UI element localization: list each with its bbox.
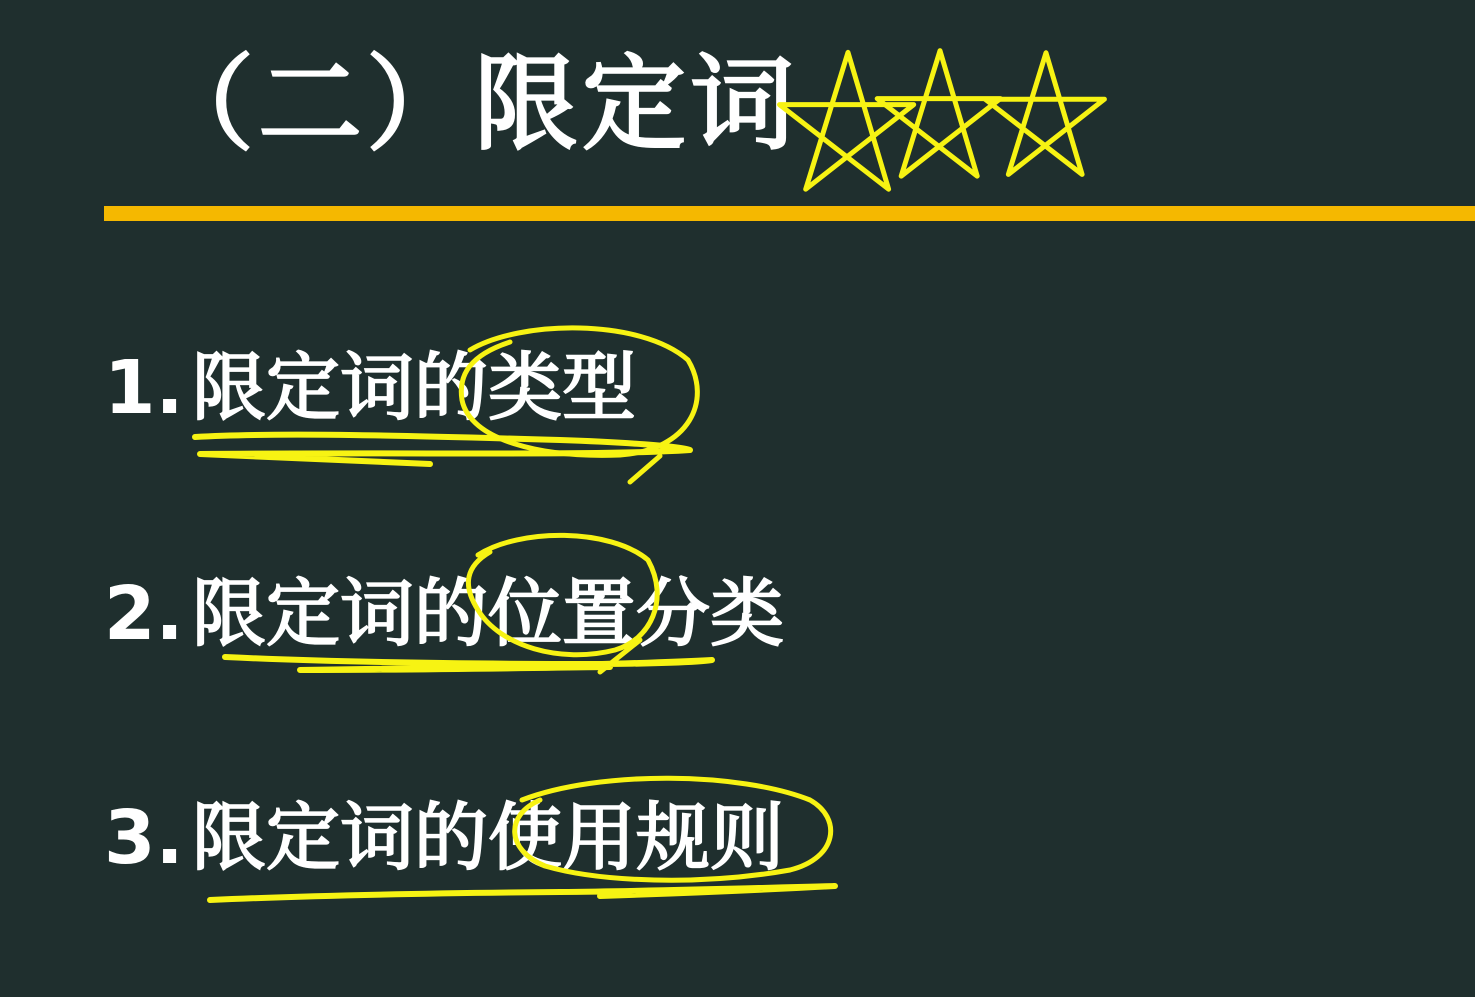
star-icon: [780, 52, 914, 189]
star-icon: [985, 53, 1104, 175]
list-item-number: 2.: [104, 571, 184, 657]
list-item-text: 限定词的使用规则: [192, 795, 784, 881]
underline-scribble: [210, 886, 835, 900]
rating-stars: [780, 51, 1105, 190]
underline-scribble: [195, 435, 690, 464]
title-underline-rule: [104, 206, 1475, 221]
list-item-number: 3.: [104, 795, 184, 881]
list-item-text: 限定词的位置分类: [192, 571, 784, 657]
list-item-number: 1.: [104, 345, 184, 431]
slide-title: （二）限定词: [150, 43, 799, 165]
list-item: [104, 345, 636, 431]
list-item: [104, 795, 784, 881]
list-item-text: 限定词的类型: [192, 345, 636, 431]
star-icon: [877, 51, 1000, 176]
list-item: [104, 571, 784, 657]
underline-scribble: [225, 657, 712, 670]
